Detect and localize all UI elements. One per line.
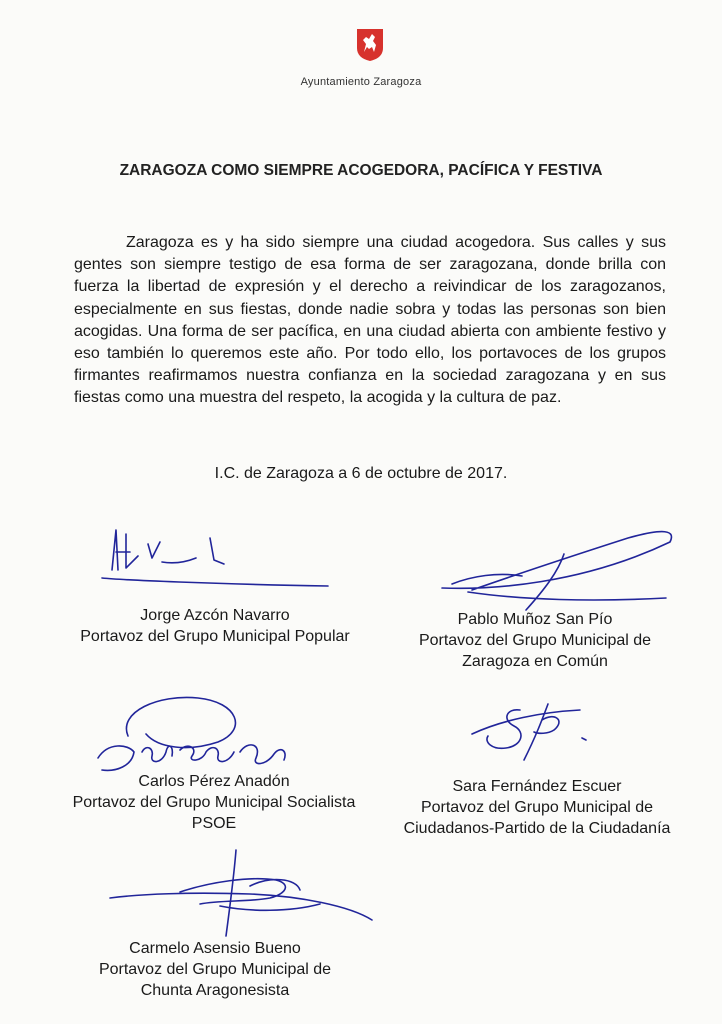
signatory-name: Sara Fernández Escuer [452, 778, 622, 795]
signatory-role: Portavoz del Grupo Municipal Popular [80, 628, 350, 645]
signature-munoz [432, 520, 682, 612]
signature-asensio [100, 846, 390, 942]
signatory-role: Portavoz del Grupo Municipal Socialista [72, 794, 356, 811]
signatory-role: Chunta Aragonesista [140, 982, 290, 999]
zaragoza-lion-crest-icon [356, 28, 384, 62]
signatory-block-azcon [40, 605, 390, 647]
signatory-role: Portavoz del Grupo Municipal de [420, 799, 654, 816]
signatory-block-fernandez [362, 776, 712, 839]
signatory-role: Ciudadanos-Partido de la Ciudadanía [403, 820, 671, 837]
date-line: I.C. de Zaragoza a 6 de octubre de 2017. [214, 465, 508, 482]
signatory-role: PSOE [191, 815, 237, 832]
signatory-block-perez [34, 771, 394, 834]
signatory-name: Carlos Pérez Anadón [138, 773, 290, 790]
signatory-name: Carmelo Asensio Bueno [129, 940, 301, 957]
organization-name: Ayuntamiento Zaragoza [300, 76, 422, 88]
document-title: ZARAGOZA COMO SIEMPRE ACOGEDORA, PACÍFICA Y FESTIVA [119, 162, 603, 179]
signatory-role: Portavoz del Grupo Municipal de [418, 632, 652, 649]
signatory-name: Jorge Azcón Navarro [140, 607, 290, 624]
signatory-name: Pablo Muñoz San Pío [457, 611, 613, 628]
signatory-role: Zaragoza en Común [462, 653, 608, 670]
signatory-block-munoz [360, 609, 710, 672]
signatory-role: Portavoz del Grupo Municipal de [98, 961, 332, 978]
signature-azcon [92, 512, 332, 592]
signature-perez [88, 686, 308, 782]
signature-fernandez [462, 690, 602, 770]
signatory-block-asensio [40, 938, 390, 1001]
document-body: Zaragoza es y ha sido siempre una ciudad acogedora. Sus calles y sus gentes son siempre testigo de esa forma de ser zaragozana, donde brilla con fuerza la libertad de expresión y el derecho a reivindicar de los zaragozanos, especialmente en sus fiestas, donde nadie sobra y todas las personas son bien acogidas. Una forma de ser pacífica, en una ciudad abierta con ambiente festivo y eso también lo queremos este año. Por todo ello, los portavoces de los grupos firmantes reafirmamos nuestra confianza en la sociedad zaragozana y en sus fiestas como una muestra del respeto, la acogida y la cultura de paz. [74, 234, 666, 407]
